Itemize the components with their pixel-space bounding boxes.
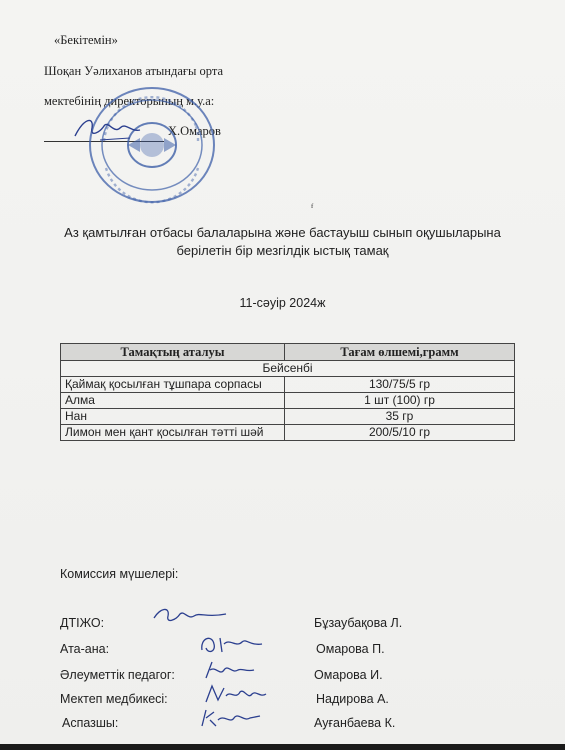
day-label: Бейсенбі: [61, 361, 515, 377]
dish-name: Алма: [61, 393, 285, 409]
table-day-row: [61, 361, 515, 377]
title-line-1: Аз қамтылған отбасы балаларына және бастауыш сынып оқушыларына: [64, 225, 501, 240]
member-name: Надирова А.: [316, 692, 389, 706]
member-role: Әлеуметтік педагог:: [60, 668, 175, 682]
dish-name: Лимон мен қант қосылған тәтті шәй: [61, 425, 285, 441]
dish-amount: 130/75/5 гр: [285, 377, 515, 393]
dish-amount: 35 гр: [285, 409, 515, 425]
dish-name: Нан: [61, 409, 285, 425]
member-role: Мектеп медбикесі:: [60, 692, 168, 706]
member-role: Ата-ана:: [60, 642, 110, 656]
approval-name: Х.Омаров: [168, 124, 221, 138]
member-signature: [196, 704, 266, 732]
director-signature: [70, 110, 160, 146]
member-role: Аспазшы:: [62, 716, 119, 730]
menu-table: [60, 343, 515, 441]
header-portion-size: Тағам өлшемі,грамм: [285, 344, 515, 361]
commission-heading: Комиссия мүшелері:: [60, 567, 179, 581]
dish-name: Қаймақ қосылған тұшпара сорпасы: [61, 377, 285, 393]
member-signature: [196, 630, 266, 658]
approval-label: «Бекітемін»: [54, 33, 118, 47]
dish-amount: 200/5/10 гр: [285, 425, 515, 441]
member-name: Бұзаубақова Л.: [314, 616, 403, 630]
member-signature: [150, 602, 230, 630]
member-role: ДТІЖО:: [60, 616, 105, 630]
table-row: [61, 409, 515, 425]
dish-amount: 1 шт (100) гр: [285, 393, 515, 409]
member-name: Омарова П.: [316, 642, 385, 656]
bottom-edge: [0, 744, 565, 750]
approval-position: мектебінің директорының м.у.а:: [44, 94, 215, 108]
table-row: [61, 377, 515, 393]
document-page: «Бекітемін» Шоқан Уәлиханов атындағы орта мектебінің директорының м.у.а: Х.Омаров ᶠ Аз қамтылған отбасы балаларына және бастауыш сынып оқушыларына берілетін бір мезгілдік ыстық тамақ 11-сәуір 2024ж Тамақтың аталуы Тағам өлшемі,грамм Бейсенбі Қаймақ қосылған тұшпара сорпасы 130/75/5 гр Алма 1 шт (100) гр Нан 35 гр Лимон мен қант қосылған тәтті шәй 200/5/10 гр Комиссия мүшелері: ДТІЖО: Бұзаубақова Л. Ата-ана: Омарова П. Әлеуметтік педагог: Омарова И. Мектеп медбикесі: Надирова А. Аспазшы: Ауғанбаева К.: [0, 0, 565, 750]
header-dish-name: Тамақтың аталуы: [61, 344, 285, 361]
member-name: Ауғанбаева К.: [314, 716, 396, 730]
approval-school: Шоқан Уәлиханов атындағы орта: [44, 64, 224, 78]
member-name: Омарова И.: [314, 668, 383, 682]
table-row: [61, 393, 515, 409]
document-date: 11-сәуір 2024ж: [239, 296, 326, 310]
document-title: [40, 224, 525, 260]
table-row: [61, 425, 515, 441]
table-header-row: [61, 344, 515, 361]
title-line-2: берілетін бір мезгілдік ыстық тамақ: [176, 243, 389, 258]
